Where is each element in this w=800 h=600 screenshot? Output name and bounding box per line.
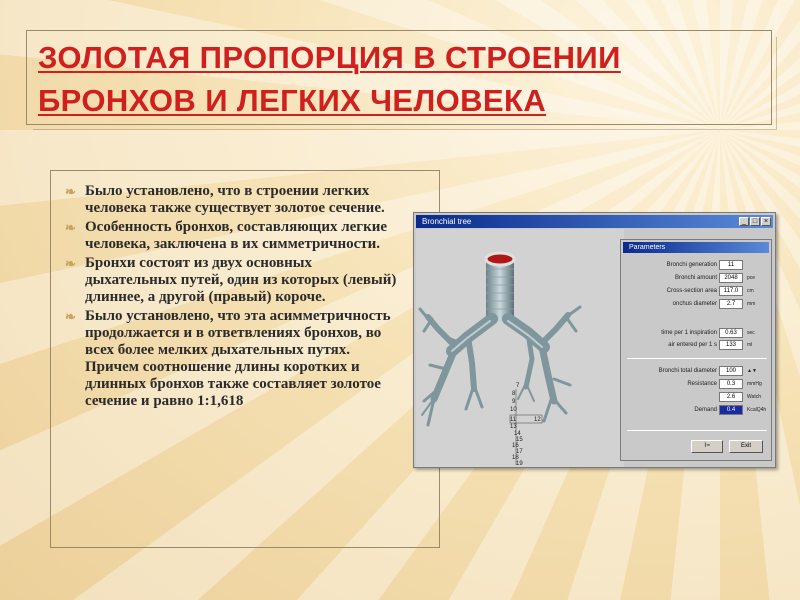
bullet-item: ❧ Было установлено, что в строении легких человека также существует золотое сечение. (65, 183, 385, 216)
param-select[interactable]: 100 (719, 366, 743, 376)
software-screenshot (413, 212, 776, 468)
panel-titlebar (623, 242, 769, 253)
separator (627, 358, 767, 359)
bullet-icon: ❧ (65, 220, 76, 235)
param-row: time per 1 inspiration 0.63 sec (661, 330, 755, 336)
bronchial-tree-illustration (416, 229, 624, 467)
generation-label: 13 (510, 424, 517, 430)
generation-label: 8 (512, 391, 516, 397)
window-titlebar (416, 215, 773, 228)
generation-label: 18 (512, 455, 519, 461)
param-field[interactable]: 0.3 (719, 379, 743, 389)
param-row: Bronchi total diameter 100 ▲▼ (658, 368, 757, 374)
param-row: 2.6 Watch (621, 392, 771, 404)
param-field[interactable]: 0.4 (719, 405, 743, 415)
generation-label: 15 (516, 437, 523, 443)
bullet-icon: ❧ (65, 184, 76, 199)
options-button[interactable] (691, 440, 723, 453)
close-icon[interactable]: × (761, 217, 771, 226)
param-row: onchus diameter 2.7 mm (672, 301, 756, 307)
param-row: Cross-section area 117.0 cm (666, 288, 754, 294)
content-frame (50, 170, 440, 548)
param-row: Demand 0.4 KcalQ4h (694, 407, 767, 413)
generation-label: 17 (516, 449, 523, 455)
bullet-list (63, 183, 440, 412)
param-row: Resistance 0.3 mmHg (687, 381, 762, 387)
param-row: Bronchi amount 2048 pce (674, 275, 756, 281)
param-field[interactable]: 133 (719, 340, 743, 350)
generation-label: 19 (516, 461, 523, 467)
param-field[interactable]: 117.0 (719, 286, 743, 296)
maximize-icon[interactable]: □ (750, 217, 760, 226)
param-field[interactable]: 2.7 (719, 299, 743, 309)
bullet-item: ❧ Было установлено, что эта асимметричность продолжается и в ответвлениях бронхов, во всех более мелких дыхательных путях. Причем соотношение длины коротких и длинных бронхов также составляет золотое сечение и равно 1:1,618 (65, 308, 391, 409)
panel-title: Parameters (629, 244, 666, 251)
bullet-icon: ❧ (65, 309, 76, 324)
lungs-icon: ⌇≈ (703, 443, 711, 449)
window-title: Bronchial tree (422, 217, 472, 226)
param-row: Bronchi generation 11 (621, 260, 771, 272)
param-field[interactable]: 0.63 (719, 328, 743, 338)
bullet-icon: ❧ (65, 256, 76, 271)
exit-button[interactable]: Exit (729, 440, 763, 453)
generation-label: 16 (512, 443, 519, 449)
param-field[interactable]: 11 (719, 260, 743, 270)
generation-label: 7 (516, 383, 520, 389)
param-field[interactable]: 2048 (719, 273, 743, 283)
param-row: air entered per 1 s 133 ml (668, 342, 753, 348)
generation-label: 12 (534, 417, 541, 423)
stepper-icon[interactable]: ▲▼ (747, 368, 757, 374)
separator (627, 430, 767, 431)
param-field[interactable]: 2.6 (719, 392, 743, 402)
parameters-panel (620, 239, 772, 461)
bullet-item: ❧ Особенность бронхов, составляющих легкие человека, заключена в их симметричности. (65, 219, 388, 252)
generation-label: 9 (512, 399, 516, 405)
bronchial-tree-canvas (416, 229, 624, 467)
minimize-icon[interactable]: _ (739, 217, 749, 226)
bullet-item: ❧ Бронхи состоят из двух основных дыхательных путей, один из которых (левый) длиннее, а другой (правый) короче. (65, 255, 397, 305)
generation-label: 14 (514, 431, 521, 437)
generation-label: 11 (510, 417, 517, 423)
generation-label: 10 (510, 407, 517, 413)
slide-title: ЗОЛОТАЯ ПРОПОРЦИЯ В СТРОЕНИИ БРОНХОВ И ЛЕГКИХ ЧЕЛОВЕКА (38, 40, 621, 118)
